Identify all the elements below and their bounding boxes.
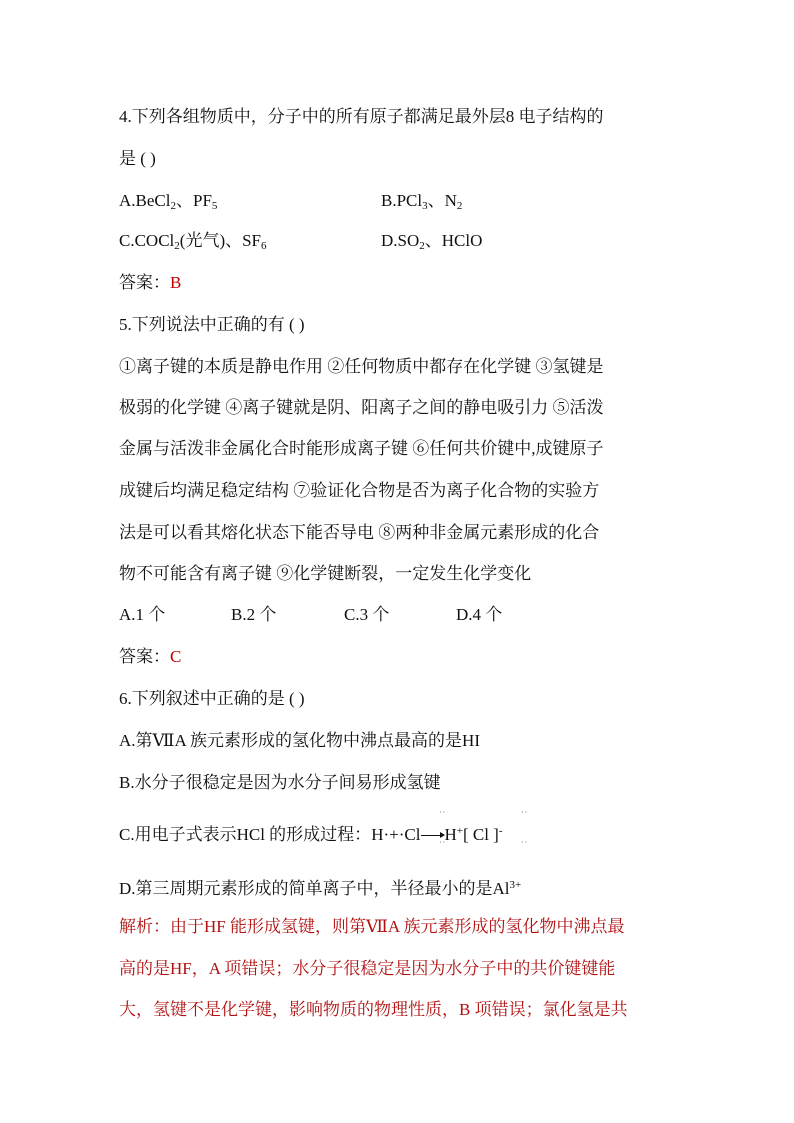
q5-text-line: 物不可能含有离子键 ⑨化学键断裂，一定发生化学变化 — [119, 564, 532, 583]
q5-text-line: 极弱的化学键 ④离子键就是阴、阳离子之间的静电吸引力 ⑤活泼 — [119, 398, 604, 417]
q4-option-b: B.PCl$_3$、$N_2$ — [381, 191, 463, 212]
q6-option-d: D.第三周期元素形成的简单离子中，半径最小的是$Al^{3+}$ — [119, 879, 522, 898]
q4-stem-line1: 4.下列各组物质中，分子中的所有原子都满足最外层8 电子结构的 — [119, 107, 604, 126]
q5-stem: 5.下列说法中正确的有 ( ) — [119, 315, 305, 334]
electron-formula-product: H+[ Cl ]- — [444, 825, 503, 844]
q6-stem: 6.下列叙述中正确的是 ( ) — [119, 689, 305, 708]
q4-option-a: A.BeCl$_2$、$PF_5$ — [119, 191, 218, 212]
electron-dots-top: ·· — [439, 808, 447, 817]
q4-answer: 答案：B — [119, 273, 182, 292]
reaction-arrow — [421, 835, 443, 836]
electron-dots-bottom: ·· — [439, 838, 447, 847]
q6-analysis-line: 解析：由于HF 能形成氢键，则第ⅦA 族元素形成的氢化物中沸点最 — [119, 917, 625, 936]
q6-option-a: A.第ⅦA 族元素形成的氢化物中沸点最高的是HI — [119, 731, 480, 750]
q5-option-c: C.3 个 — [344, 605, 390, 624]
electron-formula-reactants: H·+·Cl — [371, 825, 421, 844]
q6-analysis-line: 高的是HF，A 项错误；水分子很稳定是因为水分子中的共价键键能 — [119, 959, 616, 978]
q5-option-d: D.4 个 — [456, 605, 503, 624]
q4-stem-line2: 是 ( ) — [119, 149, 156, 168]
q5-option-a: A.1 个 — [119, 605, 166, 624]
q6-analysis-line: 大，氢键不是化学键，影响物质的物理性质，B 项错误；氯化氢是共 — [119, 1000, 628, 1019]
q4-option-d: $D.SO_2$、HClO — [381, 231, 483, 252]
electron-dots-top-product: ·· — [521, 808, 529, 817]
electron-dots-bottom-product: ·· — [521, 838, 529, 847]
q6-option-b: B.水分子很稳定是因为水分子间易形成氢键 — [119, 773, 441, 792]
q5-answer: 答案：C — [119, 647, 182, 666]
q5-option-b: B.2 个 — [231, 605, 277, 624]
q6-option-c: C.用电子式表示HCl 的形成过程：H·+·Cl H+[ Cl ]- — [119, 825, 503, 844]
q5-text-line: 法是可以看其熔化状态下能否导电 ⑧两种非金属元素形成的化合 — [119, 523, 600, 542]
q5-text-line: 金属与活泼非金属化合时能形成离子键 ⑥任何共价键中,成键原子 — [119, 439, 604, 458]
q5-text-line: ①离子键的本质是静电作用 ②任何物质中都存在化学键 ③氢键是 — [119, 357, 604, 376]
q4-option-c: C.COCl$_2$(光气)、$SF_6$ — [119, 231, 267, 252]
q5-text-line: 成键后均满足稳定结构 ⑦验证化合物是否为离子化合物的实验方 — [119, 481, 600, 500]
